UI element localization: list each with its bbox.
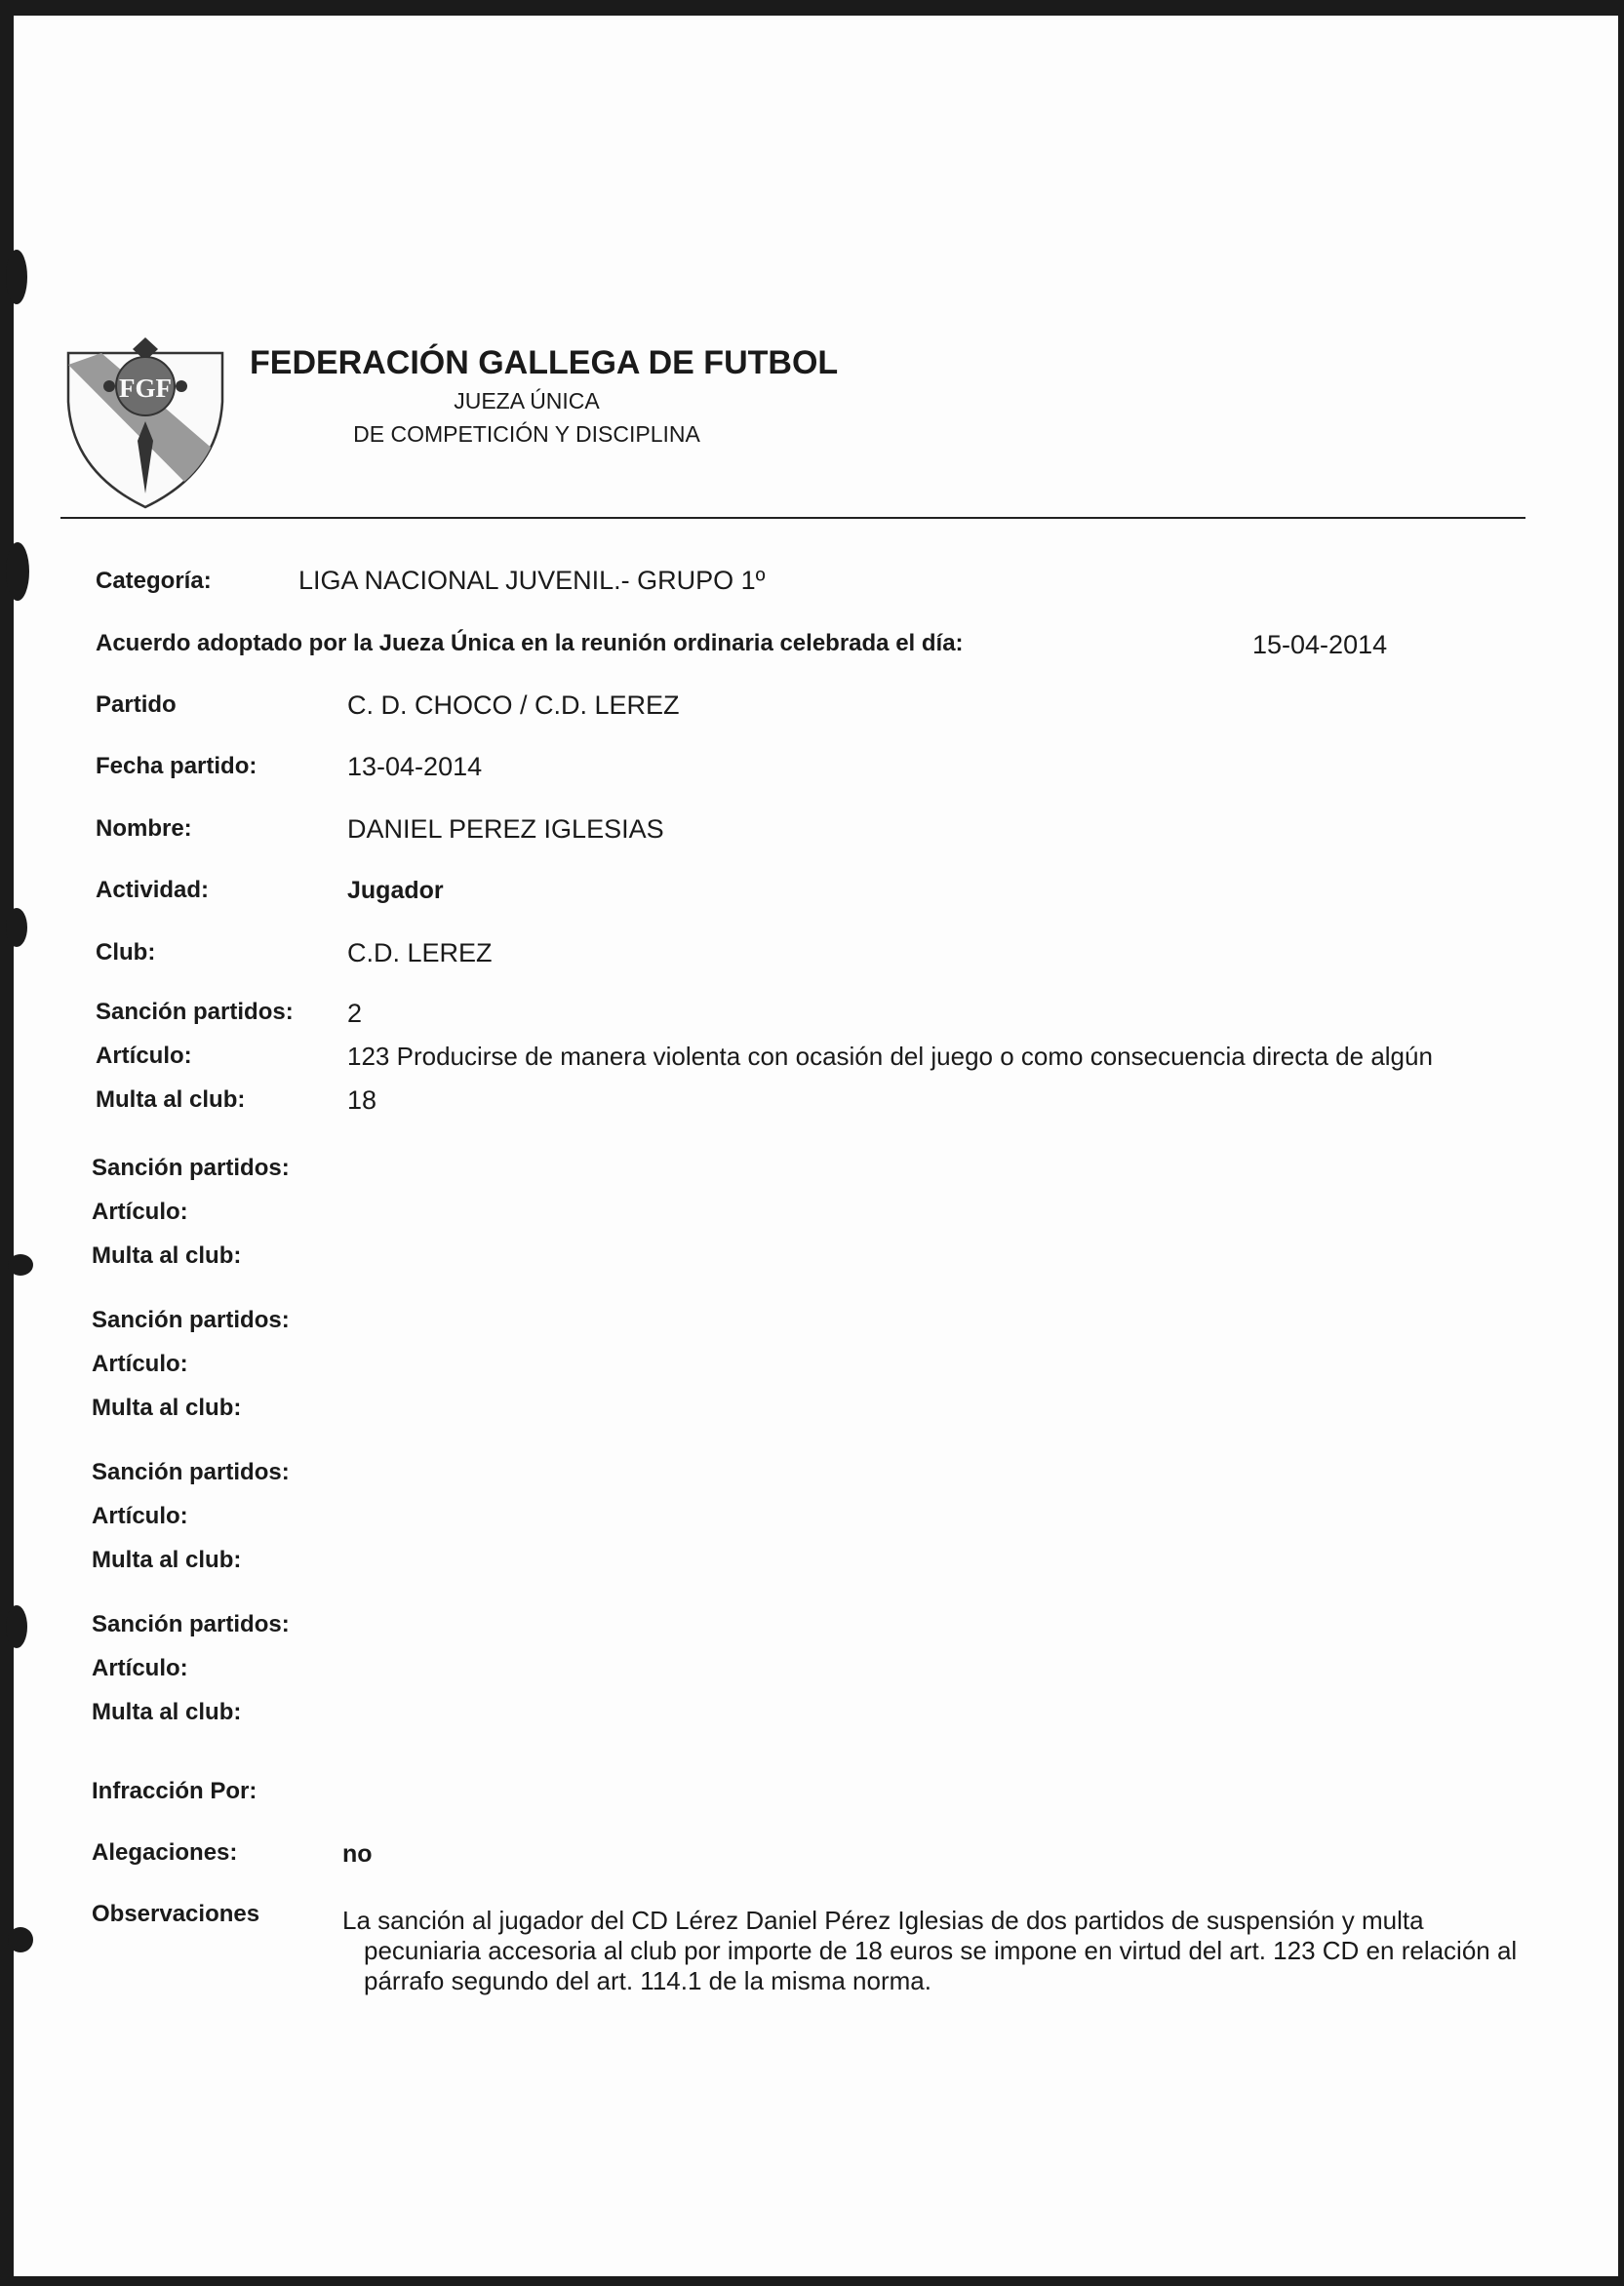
alegaciones-value: no [342, 1840, 373, 1868]
partido-value: C. D. CHOCO / C.D. LEREZ [347, 690, 680, 720]
articulo-value: 123 Producirse de manera violenta con ocasión del juego o como consecuencia directa de algún [347, 1042, 1433, 1071]
club-value: C.D. LEREZ [347, 938, 493, 967]
multa-club-label: Multa al club: [92, 1242, 242, 1269]
nombre-label: Nombre: [96, 815, 192, 842]
articulo-label: Artículo: [96, 1043, 192, 1069]
multa-club-label: Multa al club: [96, 1086, 246, 1113]
fecha-partido-label: Fecha partido: [96, 753, 257, 779]
fecha-partido-value: 13-04-2014 [347, 752, 483, 781]
articulo-label: Artículo: [92, 1503, 188, 1529]
header-subtitle-2: DE COMPETICIÓN Y DISCIPLINA [353, 421, 700, 447]
scan-mark [6, 542, 29, 601]
actividad-label: Actividad: [96, 877, 210, 903]
scan-mark [6, 250, 27, 304]
multa-club-label: Multa al club: [92, 1547, 242, 1573]
infraccion-label: Infracción Por: [92, 1778, 257, 1804]
multa-club-label: Multa al club: [92, 1395, 242, 1421]
sancion-partidos-value: 2 [347, 999, 363, 1028]
observaciones-block [342, 1906, 1542, 1996]
alegaciones-label: Alegaciones: [92, 1839, 238, 1866]
acuerdo-date: 15-04-2014 [1252, 630, 1388, 659]
header-divider [60, 517, 1525, 519]
logo-letters: FGF [119, 374, 172, 403]
sancion-partidos-label: Sanción partidos: [92, 1459, 290, 1485]
observaciones-label: Observaciones [92, 1901, 260, 1927]
actividad-value: Jugador [347, 877, 444, 904]
categoria-label: Categoría: [96, 568, 212, 594]
club-label: Club: [96, 939, 156, 966]
sancion-partidos-label: Sanción partidos: [96, 999, 294, 1025]
articulo-label: Artículo: [92, 1655, 188, 1681]
scan-mark [6, 1605, 27, 1648]
acuerdo-label: Acuerdo adoptado por la Jueza Única en la reunión ordinaria celebrada el día: [96, 630, 964, 656]
header-subtitle-1: JUEZA ÚNICA [454, 388, 600, 414]
scan-mark [8, 1254, 33, 1276]
document-page [14, 16, 1618, 2276]
articulo-label: Artículo: [92, 1351, 188, 1377]
categoria-value: LIGA NACIONAL JUVENIL.- GRUPO 1º [298, 566, 766, 595]
articulo-label: Artículo: [92, 1199, 188, 1225]
federation-shield-logo [62, 326, 228, 511]
multa-club-value: 18 [347, 1085, 377, 1115]
partido-label: Partido [96, 691, 177, 718]
nombre-value: DANIEL PEREZ IGLESIAS [347, 814, 664, 844]
sancion-partidos-label: Sanción partidos: [92, 1155, 290, 1181]
federation-title: FEDERACIÓN GALLEGA DE FUTBOL [250, 344, 839, 381]
sancion-partidos-label: Sanción partidos: [92, 1307, 290, 1333]
scan-mark [8, 1927, 33, 1952]
multa-club-label: Multa al club: [92, 1699, 242, 1725]
scan-mark [6, 908, 27, 947]
sancion-partidos-label: Sanción partidos: [92, 1611, 290, 1637]
observaciones-value: La sanción al jugador del CD Lérez Daniel Pérez Iglesias de dos partidos de suspensión y multa pecuniaria accesoria al club por importe de 18 euros se impone en virtud del art. 123 CD en relación al párrafo segundo del art. 114.1 de la misma norma. [342, 1906, 1518, 1995]
